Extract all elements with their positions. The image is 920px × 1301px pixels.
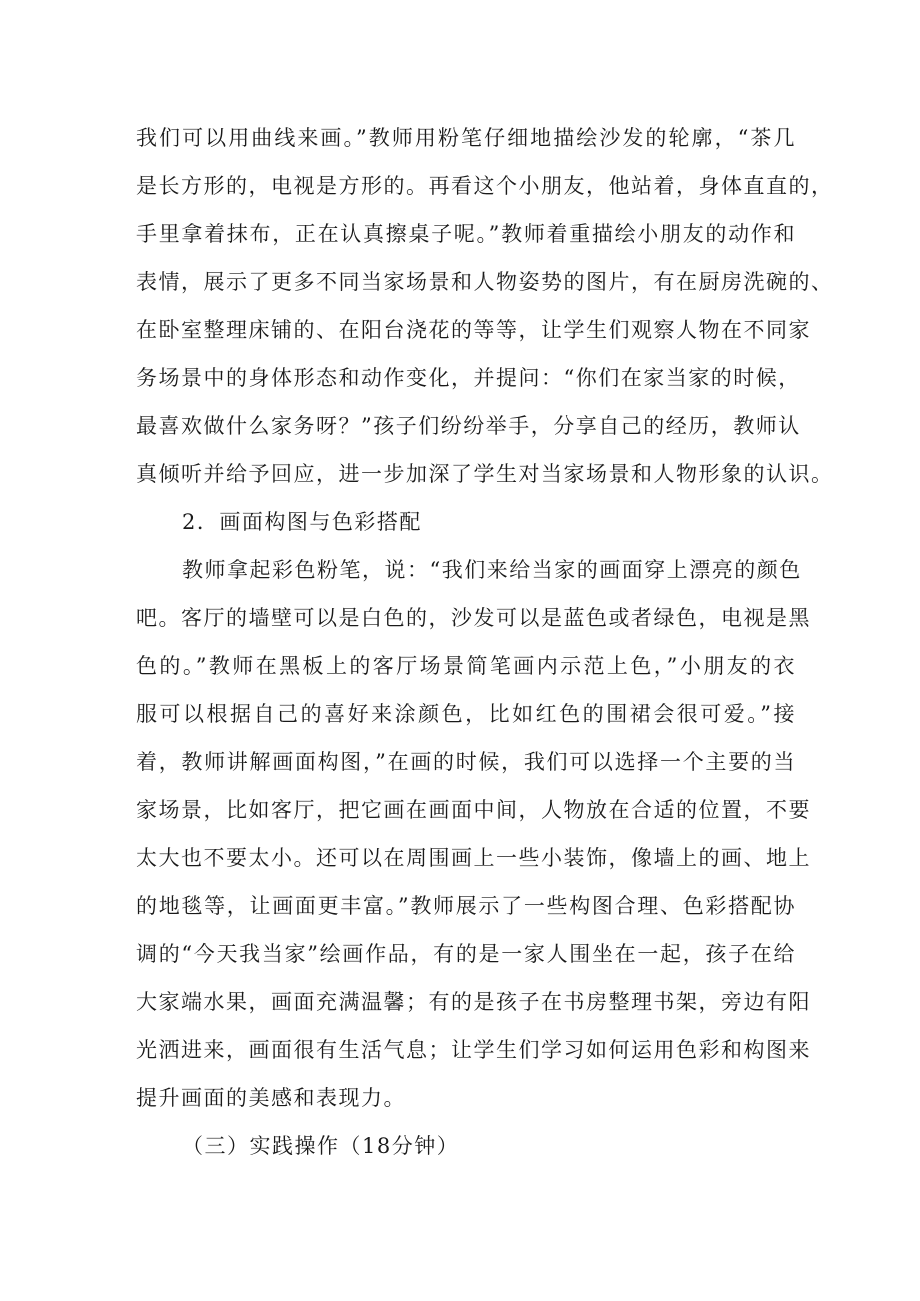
para1-line-1: 我们可以用曲线来画。”教师用粉笔仔细地描绘沙发的轮廓，“茶几 [136, 126, 796, 150]
para1-line-3: 手里拿着抹布，正在认真擦桌子呢。”教师着重描绘小朋友的动作和 [136, 222, 796, 246]
para2-line-9: 调的“今天我当家”绘画作品，有的是一家人围坐在一起，孩子在给 [136, 942, 796, 966]
para1-line-7: 最喜欢做什么家务呀？”孩子们纷纷举手，分享自己的经历，教师认 [136, 414, 801, 438]
para1-line-8: 真倾听并给予回应，进一步加深了学生对当家场景和人物形象的认识。 [136, 462, 834, 486]
para2-line-5: 着，教师讲解画面构图，”在画的时候，我们可以选择一个主要的当 [136, 750, 796, 774]
para1-line-2: 是长方形的，电视是方形的。再看这个小朋友，他站着，身体直直的， [136, 174, 834, 198]
para2-line-11: 光洒进来，画面很有生活气息；让学生们学习如何运用色彩和构图来 [136, 1038, 811, 1062]
para2-line-6: 家场景，比如客厅，把它画在画面中间，人物放在合适的位置，不要 [136, 798, 811, 822]
para2-line-1: 教师拿起彩色粉笔，说：“我们来给当家的画面穿上漂亮的颜色 [182, 558, 802, 582]
para2-line-8: 的地毯等，让画面更丰富。”教师展示了一些构图合理、色彩搭配协 [136, 894, 796, 918]
para2-line-3: 色的。”教师在黑板上的客厅场景简笔画内示范上色，”小朋友的衣 [136, 654, 796, 678]
section-heading-composition: 2．画面构图与色彩搭配 [182, 510, 422, 534]
para1-line-6: 务场景中的身体形态和动作变化，并提问：“你们在家当家的时候， [136, 366, 801, 390]
para1-line-4: 表情，展示了更多不同当家场景和人物姿势的图片，有在厨房洗碗的、 [136, 270, 834, 294]
para1-line-5: 在卧室整理床铺的、在阳台浇花的等等，让学生们观察人物在不同家 [136, 318, 811, 342]
para2-line-4: 服可以根据自己的喜好来涂颜色，比如红色的围裙会很可爱。”接 [136, 702, 796, 726]
para2-line-10: 大家端水果，画面充满温馨；有的是孩子在书房整理书架，旁边有阳 [136, 990, 811, 1014]
para2-line-12: 提升画面的美感和表现力。 [136, 1086, 406, 1110]
para2-line-7: 太大也不要太小。还可以在周围画上一些小装饰，像墙上的画、地上 [136, 846, 811, 870]
section-heading-practice: （三）实践操作（18分钟） [182, 1134, 460, 1158]
para2-line-2: 吧。客厅的墙壁可以是白色的，沙发可以是蓝色或者绿色，电视是黑 [136, 606, 811, 630]
